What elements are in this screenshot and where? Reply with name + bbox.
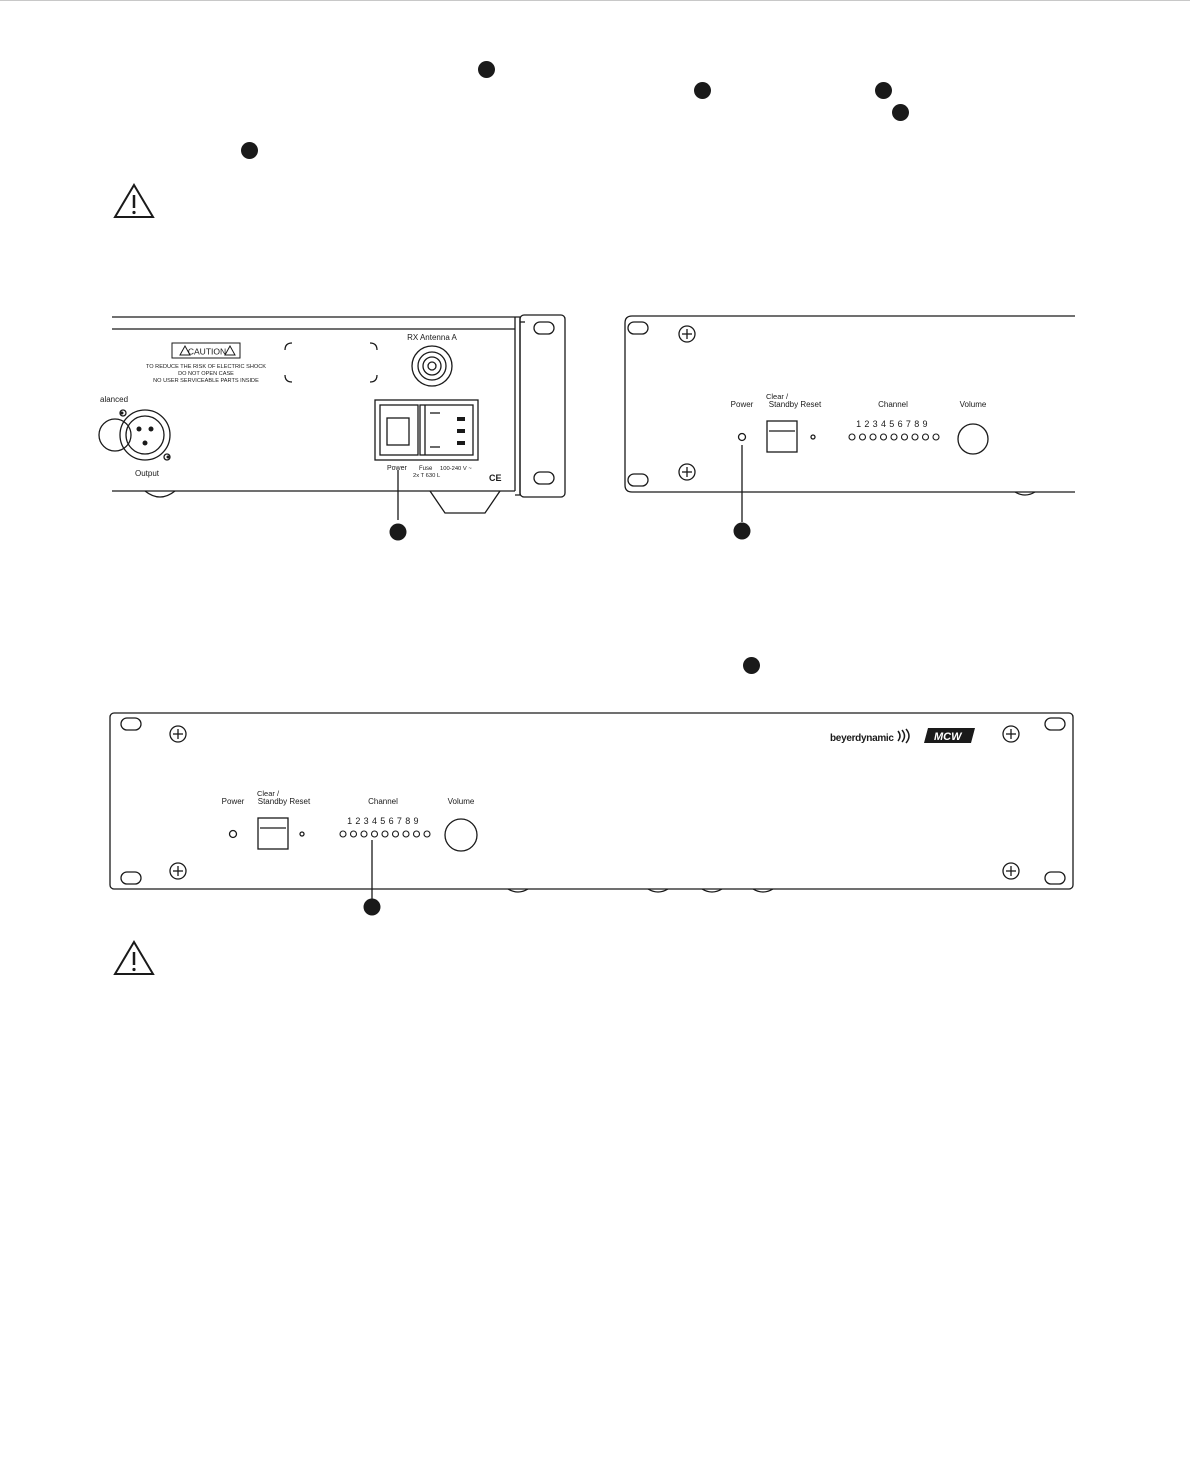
- fuse-rating: 2x T 630 L: [413, 473, 441, 479]
- standby-reset-label: Standby Reset: [257, 797, 311, 806]
- callout-marker-icon: [734, 523, 751, 540]
- front-panel-full-figure: [105, 705, 1080, 925]
- channel-led-icon: [424, 831, 430, 837]
- channel-numbers: 1 2 3 4 5 6 7 8 9: [856, 419, 928, 429]
- warning-triangle-icon: [113, 183, 155, 219]
- channel-leds: [340, 831, 430, 837]
- channel-led-icon: [923, 434, 929, 440]
- lightning-triangle-icon: [225, 346, 235, 355]
- rack-hole-icon: [534, 322, 554, 334]
- channel-led-icon: [340, 831, 346, 837]
- rack-hole-icon: [121, 718, 141, 730]
- channel-led-icon: [414, 831, 420, 837]
- svg-text:MCW: MCW: [934, 731, 962, 743]
- ce-mark: CE: [489, 473, 502, 483]
- standby-reset-label: Standby Reset: [768, 400, 822, 409]
- channel-label: Channel: [878, 400, 908, 409]
- callout-marker-icon: [241, 142, 258, 159]
- warning-triangle-icon: [113, 940, 155, 976]
- volume-label: Volume: [447, 797, 475, 806]
- fuse-label: Fuse: [419, 466, 433, 472]
- channel-led-icon: [912, 434, 918, 440]
- callout-marker-icon: [875, 82, 892, 99]
- voltage-label: 100-240 V ~: [440, 466, 472, 472]
- channel-numbers: 1 2 3 4 5 6 7 8 9: [347, 816, 419, 826]
- volume-label: Volume: [959, 400, 987, 409]
- antenna-label: RX Antenna A: [407, 333, 457, 342]
- channel-led-icon: [870, 434, 876, 440]
- caution-line: TO REDUCE THE RISK OF ELECTRIC SHOCK: [145, 364, 267, 370]
- channel-led-icon: [372, 831, 378, 837]
- top-rule: [0, 0, 1190, 1]
- caution-line: NO USER SERVICEABLE PARTS INSIDE: [153, 378, 259, 384]
- screw-icon: [1003, 726, 1019, 742]
- callout-marker-icon: [390, 524, 407, 541]
- mcw-logo: [924, 728, 975, 743]
- channel-led-icon: [382, 831, 388, 837]
- channel-led-icon: [361, 831, 367, 837]
- power-label: Power: [387, 465, 407, 472]
- callout-marker-icon: [694, 82, 711, 99]
- channel-led-icon: [933, 434, 939, 440]
- screw-icon: [679, 464, 695, 480]
- output-label: Output: [134, 469, 160, 478]
- power-label: Power: [221, 797, 245, 806]
- rear-panel-figure: [100, 305, 580, 545]
- rack-hole-icon: [628, 322, 648, 334]
- front-panel-detail-figure: [620, 310, 1080, 545]
- channel-led-icon: [393, 831, 399, 837]
- rack-hole-icon: [628, 474, 648, 486]
- callout-marker-icon: [364, 899, 381, 916]
- balanced-label: alanced: [100, 395, 129, 404]
- channel-led-icon: [849, 434, 855, 440]
- channel-led-icon: [860, 434, 866, 440]
- channel-led-icon: [902, 434, 908, 440]
- channel-led-icon: [403, 831, 409, 837]
- callout-marker-icon: [892, 104, 909, 121]
- screw-icon: [170, 726, 186, 742]
- screw-icon: [679, 326, 695, 342]
- channel-leds: [849, 434, 939, 440]
- channel-led-icon: [891, 434, 897, 440]
- channel-label: Channel: [368, 797, 398, 806]
- caution-line: DO NOT OPEN CASE: [178, 371, 234, 377]
- clear-label: Clear /: [765, 392, 789, 401]
- callout-marker-icon: [743, 657, 760, 674]
- rack-hole-icon: [534, 472, 554, 484]
- rack-hole-icon: [121, 872, 141, 884]
- rack-hole-icon: [1045, 872, 1065, 884]
- power-label: Power: [730, 400, 754, 409]
- caution-heading: CAUTION: [187, 346, 227, 357]
- callout-marker-icon: [478, 61, 495, 78]
- svg-text:beyerdynamic: beyerdynamic: [830, 733, 894, 744]
- clear-label: Clear /: [256, 789, 280, 798]
- channel-led-icon: [351, 831, 357, 837]
- screw-icon: [170, 863, 186, 879]
- screw-icon: [1003, 863, 1019, 879]
- rack-hole-icon: [1045, 718, 1065, 730]
- beyerdynamic-logo: [830, 729, 909, 744]
- channel-led-icon: [881, 434, 887, 440]
